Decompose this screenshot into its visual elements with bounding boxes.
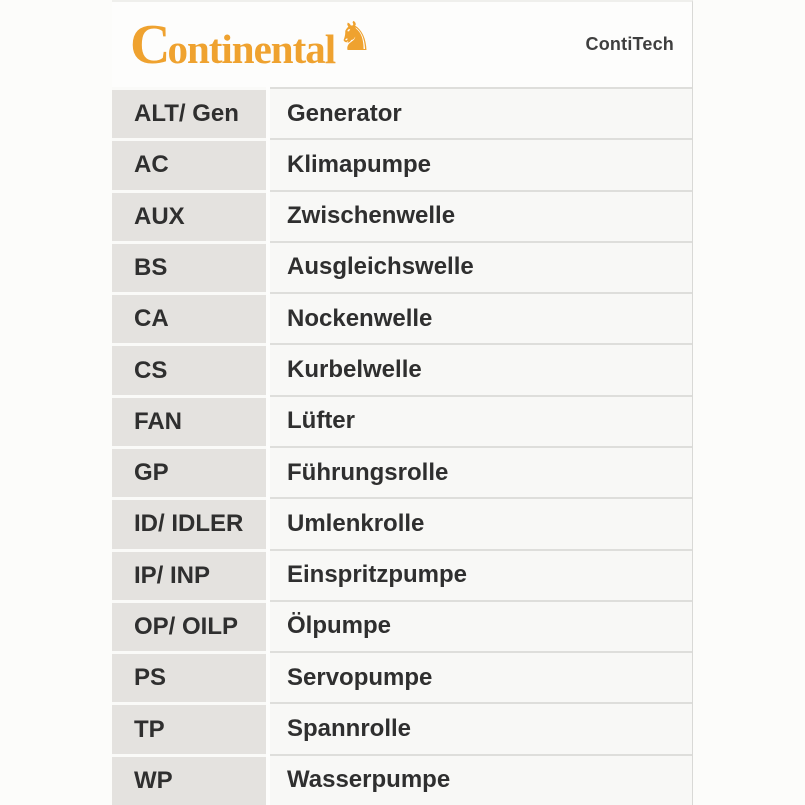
table-row <box>112 497 692 548</box>
continental-logo <box>130 13 374 76</box>
table-row <box>112 87 692 138</box>
meaning-cell: Spannrolle <box>270 702 692 753</box>
meaning-cell: Wasserpumpe <box>270 754 692 805</box>
table-row <box>112 138 692 189</box>
abbr-cell: FAN <box>112 395 266 446</box>
table-row <box>112 549 692 600</box>
horse-icon: ♞ <box>337 13 374 60</box>
abbr-cell: WP <box>112 754 266 805</box>
abbr-cell: IP/ INP <box>112 549 266 600</box>
abbr-cell: AUX <box>112 190 266 241</box>
meaning-cell: Umlenkrolle <box>270 497 692 548</box>
table-row <box>112 651 692 702</box>
table-row <box>112 446 692 497</box>
meaning-cell: Ölpumpe <box>270 600 692 651</box>
abbreviation-sheet <box>112 0 693 805</box>
abbreviation-table <box>112 87 692 805</box>
abbr-cell: AC <box>112 138 266 189</box>
table-row <box>112 241 692 292</box>
table-row <box>112 395 692 446</box>
meaning-cell: Kurbelwelle <box>270 343 692 394</box>
abbr-cell: ID/ IDLER <box>112 497 266 548</box>
meaning-cell: Zwischenwelle <box>270 190 692 241</box>
meaning-cell: Nockenwelle <box>270 292 692 343</box>
abbr-cell: GP <box>112 446 266 497</box>
contitech-wordmark: ContiTech <box>585 34 674 54</box>
abbr-cell: TP <box>112 702 266 753</box>
meaning-cell: Ausgleichswelle <box>270 241 692 292</box>
abbr-cell: BS <box>112 241 266 292</box>
table-row <box>112 600 692 651</box>
table-row <box>112 292 692 343</box>
meaning-cell: Einspritzpumpe <box>270 549 692 600</box>
table-row <box>112 754 692 805</box>
header <box>112 2 692 87</box>
abbr-cell: CS <box>112 343 266 394</box>
meaning-cell: Klimapumpe <box>270 138 692 189</box>
abbr-cell: ALT/ Gen <box>112 87 266 138</box>
meaning-cell: Führungsrolle <box>270 446 692 497</box>
continental-wordmark: Continental <box>130 13 336 76</box>
abbr-cell: OP/ OILP <box>112 600 266 651</box>
table-row <box>112 343 692 394</box>
table-row <box>112 702 692 753</box>
abbr-cell: CA <box>112 292 266 343</box>
abbr-cell: PS <box>112 651 266 702</box>
meaning-cell: Generator <box>270 87 692 138</box>
table-row <box>112 190 692 241</box>
meaning-cell: Servopumpe <box>270 651 692 702</box>
meaning-cell: Lüfter <box>270 395 692 446</box>
